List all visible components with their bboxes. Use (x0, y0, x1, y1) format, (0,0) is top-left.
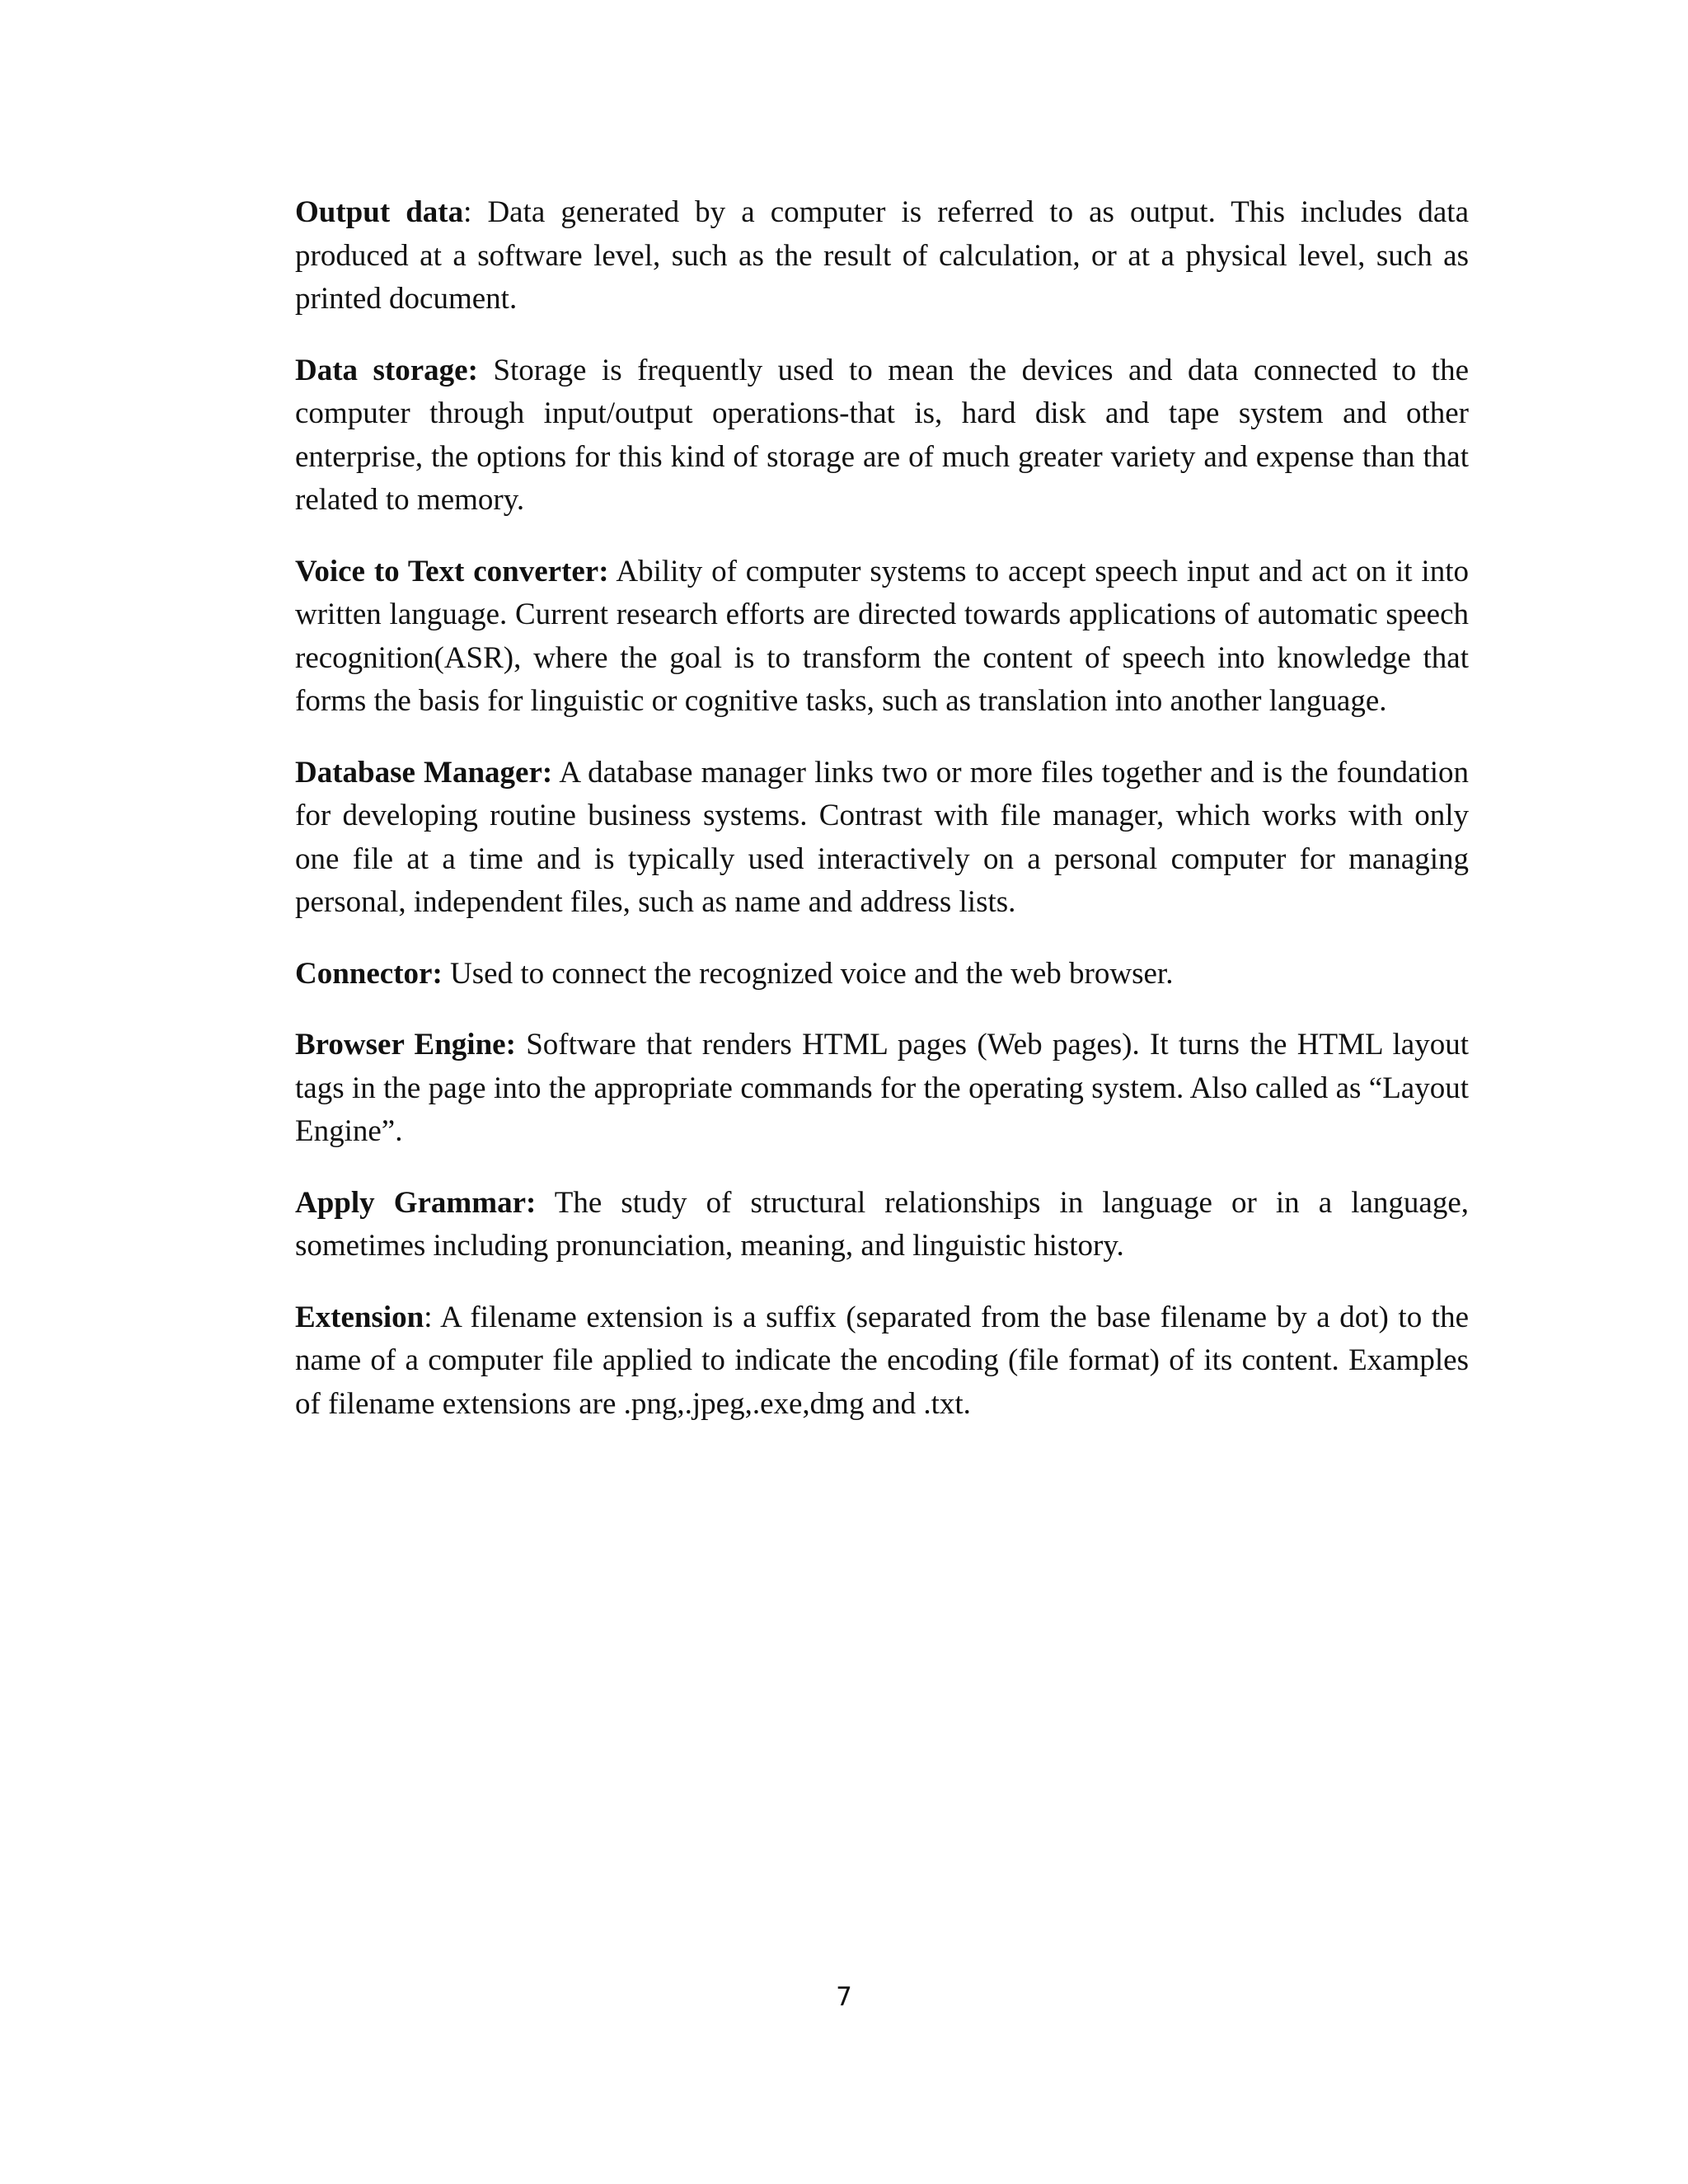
term-output-data: Output data (295, 195, 464, 229)
term-extension: Extension (295, 1300, 424, 1334)
term-data-storage: Data storage: (295, 353, 478, 387)
page-number: 7 (836, 1982, 852, 2012)
term-separator (536, 1186, 554, 1220)
definition-paragraph-browser-engine (295, 1024, 1469, 1154)
definition-text-database-manager: A database manager links two or more files together and is the foundation for developing routine business systems. Contrast with file manager, which works with only one file at a time and is typically used interactively on a personal computer for managing personal, independent files, such as name and address lists. (295, 755, 1469, 919)
term-voice-to-text: Voice to Text converter: (295, 554, 609, 588)
term-apply-grammar: Apply Grammar: (295, 1185, 537, 1220)
definition-paragraph-apply-grammar (295, 1182, 1469, 1268)
definition-paragraph-connector (295, 953, 1469, 996)
definition-text-connector: Used to connect the recognized voice and the web browser. (450, 956, 1174, 991)
term-separator (478, 354, 494, 387)
term-separator (516, 1028, 526, 1062)
term-connector: Connector: (295, 956, 443, 991)
definition-text-output-data: Data generated by a computer is referred to as output. This includes data produced at a software level, such as the result of calculation, or at a physical level, such as printed document. (295, 195, 1470, 316)
definition-text-extension: A filename extension is a suffix (separated from the base filename by a dot) to the name of a computer file applied to indicate the encoding (file format) of its content. Examples of filename extensions are .png,.jpeg,.exe,dmg and .txt. (295, 1300, 1469, 1421)
definition-paragraph-database-manager (295, 752, 1469, 925)
term-separator: : (424, 1300, 441, 1334)
term-separator (443, 957, 450, 991)
term-browser-engine: Browser Engine: (295, 1028, 516, 1062)
definition-text-apply-grammar: The study of structural relationships in language or in a language, sometimes including pronunciation, meaning, and linguistic history. (295, 1185, 1469, 1263)
definition-text-voice-to-text: Ability of computer systems to accept speech input and act on it into written language. Current research efforts are directed towards applications of automatic speech recognition(ASR), where the goal is to transform the content of speech into knowledge that forms the basis for linguistic or cognitive tasks, such as translation into another language. (295, 554, 1469, 718)
definition-paragraph-voice-to-text (295, 551, 1469, 724)
definition-paragraph-output-data (295, 191, 1469, 321)
term-separator: : (463, 195, 488, 229)
definition-text-data-storage: Storage is frequently used to mean the devices and data connected to the computer through input/output operations-that is, hard disk and tape system and other enterprise, the options for this kind of storage are of much greater variety and expense than that related to memory. (295, 353, 1470, 517)
definition-paragraph-data-storage (295, 349, 1469, 523)
term-database-manager: Database Manager: (295, 755, 553, 790)
definition-paragraph-extension (295, 1296, 1469, 1427)
page-body (295, 191, 1469, 1454)
definition-text-browser-engine: Software that renders HTML pages (Web pages). It turns the HTML layout tags in the page into the appropriate commands for the operating system. Also called as “Layout Engine”. (295, 1028, 1469, 1148)
